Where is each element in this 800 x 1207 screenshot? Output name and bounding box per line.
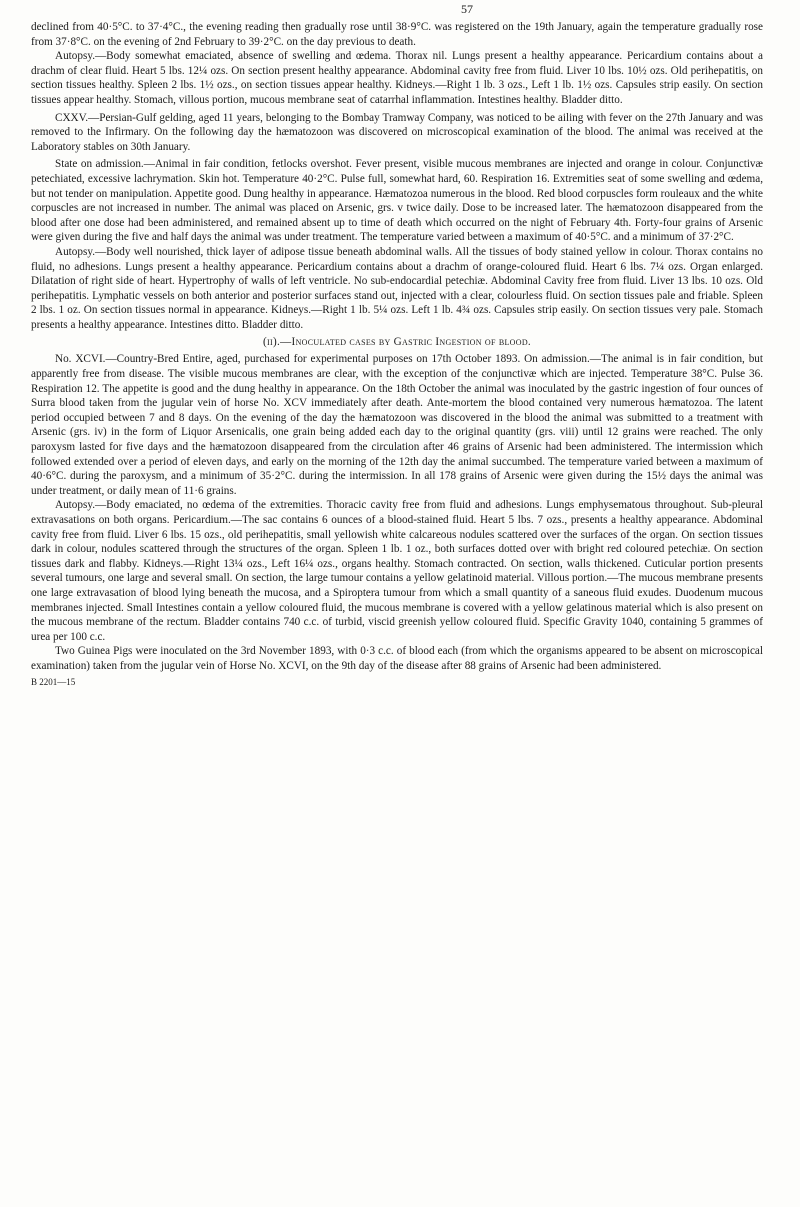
paragraph-state-on-admission: State on admission.—Animal in fair condition, fetlocks overshot. Fever present, visible mucous membranes are injected and orange in colour. Conjunctivæ petechiated, excessive lachrymation. Skin hot. Temperature 40·2°C. Pulse full, somewhat hard, 60. Respiration 16. Extremities seat of some swelling and œdema, but not tender on manipulation. Appetite good. Dung healthy in appearance. Hæmatozoa numerous in the blood. Red blood corpuscles form rouleaux and the white corpuscles are not increased in number. The animal was placed on Arsenic, grs. v twice daily. Dose to be increased later. The hæmatozoon disappeared from the blood after one dose had been administered, and remained absent up to time of death which occurred on the night of February 4th. Forty-four grains of Arsenic were given during the five and half days the animal was under treatment. The temperature varied between a maximum of 40·5°C. and a minimum of 37·2°C. (31, 158, 763, 244)
paragraph-autopsy-1: Autopsy.—Body somewhat emaciated, absence of swelling and œdema. Thorax nil. Lungs present a healthy appearance. Pericardium contains about a drachm of clear fluid. Heart 5 lbs. 12¼ ozs. On section present healthy appearance. Abdominal cavity free from fluid. Liver 10 lbs. 10½ ozs. Old perihepatitis, on section tissues healthy. Spleen 2 lbs. 1½ ozs., on section tissues appear healthy. Kidneys.—Right 1 lb. 3 ozs., Left 1 lb. 1½ ozs. Capsules strip easily. On section tissues appear healthy. Stomach, villous portion, mucous membrane seat of catarrhal inflammation. Intestines healthy. Bladder ditto. (31, 50, 763, 106)
paragraph-guinea-pigs: Two Guinea Pigs were inoculated on the 3rd November 1893, with 0·3 c.c. of blood each (from which the organisms appeared to be absent on microscopical examination) taken from the jugular vein of Horse No. XCVI, on the 9th day of the disease after 88 grains of Arsenic had been administered. (31, 645, 763, 672)
paragraph-autopsy-2: Autopsy.—Body well nourished, thick layer of adipose tissue beneath abdominal walls. All the tissues of body stained yellow in colour. Thorax contains no fluid, no adhesions. Lungs present a healthy appearance. Pericardium contains about a drachm of orange-coloured fluid. Heart 6 lbs. 7¼ ozs. Organ enlarged. Dilatation of right side of heart. Hypertrophy of walls of left ventricle. No sub-endocardial petechiæ. Abdominal Cavity free from fluid. Liver 13 lbs. 10 ozs. Old perihepatitis. Lymphatic vessels on both anterior and posterior surfaces stand out, injected with a clear, colourless fluid. On section tissues pale and friable. Spleen 2 lbs. 1 oz. On section tissues normal in appearance. Kidneys.—Right 1 lb. 5¼ ozs. Left 1 lb. 4¾ ozs. Capsules strip easily. On section tissues very pale. Stomach presents a healthy appearance. Intestines ditto. Bladder ditto. (31, 245, 763, 331)
footer-signature: B 2201—15 (31, 676, 76, 687)
page-number: 57 (461, 2, 473, 16)
paragraph-temperature-decline: declined from 40·5°C. to 37·4°C., the evening reading then gradually rose until 38·9°C. was registered on the 19th January, again the temperature gradually rose from 37·8°C. on the evening of 2nd February to 39·2°C. on the day previous to death. (31, 21, 763, 48)
section-heading: (ii).—Inoculated cases by Gastric Ingestion of blood. (262, 336, 531, 349)
paragraph-case-xcvi: No. XCVI.—Country-Bred Entire, aged, purchased for experimental purposes on 17th October 1893. On admission.—The animal is in fair condition, but apparently free from disease. The visible mucous membranes are clear, with the exception of the conjunctivæ which are injected. Temperature 38°C. Pulse 36. Respiration 12. The appetite is good and the dung healthy in appearance. On the 18th October the animal was inoculated by the gastric ingestion of four ounces of Surra blood taken from the jugular vein of horse No. XCV immediately after death. Ante-mortem the blood contained very numerous hæmatozoa. The latent period occupied between 7 and 8 days. On the evening of the day the hæmatozoon was discovered in the blood the animal was submitted to a treatment with Arsenic (grs. iv) in the form of Liquor Arsenicalis, one grain being added each day to the original quantity (grs. viii) until 12 grains were reached. The only paroxysm lasted for five days and the hæmatozoon disappeared from the circulation after 46 grains of Arsenic had been administered. The intermission which followed extended over a period of eleven days, and early on the morning of the 12th day the animal succumbed. The temperature varied between a maximum of 40·6°C. during the paroxysm, and a minimum of 35·2°C. during the intermission. In all 178 grains of Arsenic were given during the 15½ days the animal was under treatment, or daily mean of 11·6 grains. (31, 353, 763, 497)
paragraph-autopsy-3: Autopsy.—Body emaciated, no œdema of the extremities. Thoracic cavity free from fluid and adhesions. Lungs emphysematous throughout. Sub-pleural extravasations on both organs. Pericardium.—The sac contains 6 ounces of a blood-stained fluid. Heart 5 lbs. 7 ozs., presents a healthy appearance. Abdominal cavity free from fluid. Liver 6 lbs. 15 ozs., old perihepatitis, small yellowish white calcareous nodules scattered over the surfaces of the organ. On section tissues dark in colour, nodules scattered through the structures of the organ. Spleen 1 lb. 1 oz., both surfaces dotted over with bright red coloured petechiæ. On section tissues dark and flabby. Kidneys.—Right 13¼ ozs., Left 16¼ ozs., organs healthy. Stomach contracted. On section, walls thickened. Cuticular portion presents several tumours, one large and several small. On section, the large tumour contains a yellow gelatinoid material. Villous portion.—The mucous membrane presents one large extravasation of blood lying beneath the mucosa, and a Spiroptera tumour from which a small quantity of a saneous fluid exudes. Duodenum mucous membranes injected. Small Intestines contain a yellow coloured fluid, the mucous membrane is covered with a yellow gelatinous material which is also present on the mucous membrane of the rectum. Bladder contains 740 c.c. of turbid, viscid greenish yellow coloured fluid. Specific Gravity 1040, containing 5 grammes of urea per 100 c.c. (31, 499, 763, 643)
paragraph-case-cxxv: CXXV.—Persian-Gulf gelding, aged 11 years, belonging to the Bombay Tramway Company, was noticed to be ailing with fever on the 27th January and was removed to the Infirmary. On the following day the hæmatozoon was discovered on microscopical examination of the blood. The animal was received at the Laboratory stables on 30th January. (31, 111, 763, 153)
